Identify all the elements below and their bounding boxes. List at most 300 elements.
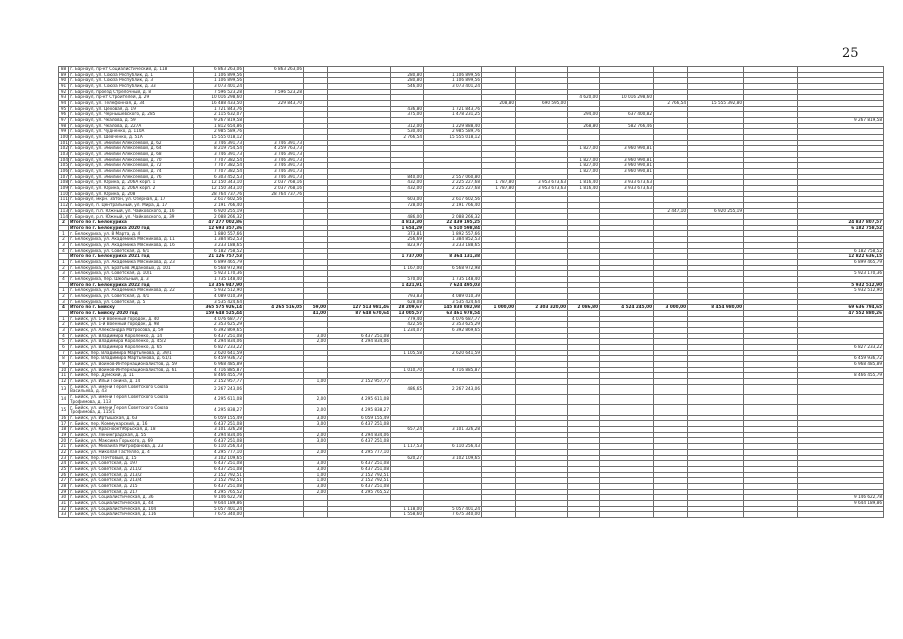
- value-cell: 2 447,10: [654, 208, 688, 214]
- value-cell: 69 636 794,65: [798, 305, 884, 311]
- value-cell: 3 233 188,65: [424, 242, 482, 248]
- address-cell: г. Барнаул, ул. Эмилии Алексеевой, д. 62: [69, 140, 194, 146]
- value-cell: 1 721 843,76: [424, 106, 482, 112]
- value-cell: 280,80: [391, 78, 424, 84]
- value-cell: 1 234,07: [391, 327, 424, 333]
- value-cell: 4 295 838,27: [328, 405, 391, 415]
- total-cost-cell: 4 295 777,10: [194, 449, 244, 455]
- value-cell: 2 152 792,51: [328, 472, 391, 478]
- row-number-cell: 17: [59, 421, 69, 427]
- value-cell: 229 843,70: [244, 101, 304, 107]
- row-number-cell: 94: [59, 101, 69, 107]
- value-cell: 3 933 673,63: [600, 186, 654, 192]
- total-cost-cell: 3 535 424,64: [194, 299, 244, 305]
- value-cell: 3,00: [304, 421, 328, 427]
- value-cell: [654, 384, 688, 394]
- row-number-cell: 1: [59, 259, 69, 265]
- row-number-cell: 25: [59, 466, 69, 472]
- value-cell: [798, 405, 884, 415]
- value-cell: [568, 395, 600, 405]
- row-number-cell: 16: [59, 415, 69, 421]
- value-cell: [482, 512, 516, 518]
- total-cost-cell: 2 620 641,59: [194, 350, 244, 356]
- value-cell: 6 437 251,08: [328, 333, 391, 339]
- address-cell: г. Бийск, пер. Коммунарский, д. 16: [69, 421, 194, 427]
- total-cost-cell: 6 437 251,08: [194, 466, 244, 472]
- address-cell: г. Барнаул, ул. Чернышевского, д. 285: [69, 112, 194, 118]
- value-cell: 486,00: [391, 214, 424, 220]
- value-cell: 657,24: [391, 427, 424, 433]
- row-number-cell: 4: [59, 333, 69, 339]
- value-cell: [688, 384, 744, 394]
- address-cell: г. Бийск, ул. Советская, д. 217: [69, 489, 194, 495]
- row-number-cell: 97: [59, 118, 69, 124]
- value-cell: 3 746 391,73: [244, 152, 304, 158]
- value-cell: 3 101 326,28: [424, 427, 482, 433]
- total-cost-cell: 9 267 819,58: [194, 118, 244, 124]
- value-cell: 6 827 233,22: [798, 344, 884, 350]
- address-cell: г. Бийск, ул. Социалистическая, д. 116: [69, 512, 194, 518]
- value-cell: 28 209,67: [391, 305, 424, 311]
- value-cell: [304, 384, 328, 394]
- total-cost-cell: 16 488 433,50: [194, 101, 244, 107]
- address-cell: г. Белокуриха, ул. 8 Марта, д. 4: [69, 231, 194, 237]
- total-cost-cell: 4 294 834,06: [194, 339, 244, 345]
- value-cell: [516, 395, 568, 405]
- total-cost-cell: 2 985 589,76: [194, 129, 244, 135]
- total-cost-cell: 15 555 018,12: [194, 135, 244, 141]
- value-cell: 1,00: [304, 472, 328, 478]
- total-cost-cell: 6 437 251,08: [194, 333, 244, 339]
- total-cost-cell: 1 812 654,86: [194, 123, 244, 129]
- value-cell: 628,08: [391, 299, 424, 305]
- row-number-cell: 10: [59, 367, 69, 373]
- value-cell: 3 746 391,73: [244, 174, 304, 180]
- value-cell: 7 624 495,03: [424, 282, 482, 288]
- address-cell: г. Бийск, ул. Краснооктябрьская, д. 18: [69, 427, 194, 433]
- value-cell: 3 746 391,73: [244, 169, 304, 175]
- total-cost-cell: 7 707 382,54: [194, 157, 244, 163]
- address-cell: Итого по г. Белокуриха: [69, 220, 194, 226]
- row-number-cell: 4: [59, 248, 69, 254]
- value-cell: 1 892 557,66: [424, 231, 482, 237]
- address-cell: г. Белокуриха, ул. Советская, д. 4/1: [69, 293, 194, 299]
- total-cost-cell: 2 267 243,06: [194, 384, 244, 394]
- value-cell: [516, 405, 568, 415]
- value-cell: 728,00: [391, 203, 424, 209]
- total-cost-cell: 6 437 251,08: [194, 438, 244, 444]
- value-cell: 3 953 673,63: [516, 186, 568, 192]
- address-cell: г. Бийск, ул. Ленинградская, д. 55: [69, 432, 194, 438]
- address-cell: г. Бийск, ул. Михаила Митрофанова, д. 23: [69, 444, 194, 450]
- total-cost-cell: 6 920 255,19: [194, 208, 244, 214]
- row-number-cell: 99: [59, 129, 69, 135]
- total-cost-cell: 2 617 602,56: [194, 197, 244, 203]
- total-cost-cell: 4 295 765,52: [194, 489, 244, 495]
- value-cell: 4 295 765,52: [328, 489, 391, 495]
- value-cell: 2 766,54: [654, 101, 688, 107]
- value-cell: 3,00: [304, 483, 328, 489]
- value-cell: [600, 384, 654, 394]
- address-cell: г. Бийск, пер. Думский, д. 11: [69, 373, 194, 379]
- value-cell: 6 182 758,52: [798, 248, 884, 254]
- row-number-cell: 3: [59, 242, 69, 248]
- value-cell: 1 737,00: [391, 254, 424, 260]
- value-cell: 312,00: [391, 123, 424, 129]
- total-cost-cell: 6 437 251,08: [194, 421, 244, 427]
- row-number-cell: 33: [59, 512, 69, 518]
- value-cell: 6 110 256,43: [424, 444, 482, 450]
- address-cell: г. Бийск, ул. Социалистическая, д. 44: [69, 500, 194, 506]
- row-number-cell: 24: [59, 461, 69, 467]
- row-number-cell: 4: [59, 305, 69, 311]
- value-cell: 145 838 082,98: [424, 305, 482, 311]
- total-cost-cell: 4 294 834,06: [194, 432, 244, 438]
- row-number-cell: 111: [60, 196, 68, 202]
- register-sheet: [58, 66, 883, 626]
- address-cell: г. Барнаул, ул. Телефонная, д. 34: [69, 101, 194, 107]
- value-cell: 6 437 251,08: [328, 438, 391, 444]
- value-cell: 41,00: [304, 310, 328, 316]
- value-cell: 1 787,80: [482, 180, 516, 186]
- value-cell: 570,00: [391, 276, 424, 282]
- value-cell: 294,00: [568, 112, 600, 118]
- total-cost-cell: 9 644 189,86: [194, 500, 244, 506]
- address-cell: г. Бийск, ул. Воинов-Интернационалистов, д. 59: [69, 361, 194, 367]
- value-cell: 15 555 392,80: [688, 101, 744, 107]
- row-number-cell: 98: [59, 123, 69, 129]
- table-row: [59, 512, 884, 518]
- row-number-cell: 18: [59, 427, 69, 433]
- value-cell: [244, 395, 304, 405]
- row-number-cell: 1: [59, 231, 69, 237]
- value-cell: 5 057 401,24: [424, 506, 482, 512]
- value-cell: 2 086,80: [568, 305, 600, 311]
- row-number-cell: 1: [59, 316, 69, 322]
- row-number-cell: 2: [59, 322, 69, 328]
- address-cell: Итого по г. Белокуриха 2022 год: [69, 282, 194, 288]
- row-number-cell: 3: [59, 327, 69, 333]
- value-cell: 3 953 673,63: [516, 180, 568, 186]
- total-cost-cell: 2 353 625,29: [194, 322, 244, 328]
- value-cell: 3 960 990,81: [600, 157, 654, 163]
- value-cell: 3 073 401,24: [424, 84, 482, 90]
- total-cost-cell: 6 059 155,49: [194, 415, 244, 421]
- address-cell: г. Белокуриха, ул. Братьев Ждановых, д. 101: [69, 265, 194, 271]
- value-cell: 2 152 792,51: [328, 478, 391, 484]
- total-cost-cell: 3 102 109,65: [194, 455, 244, 461]
- value-cell: 5 932 512,90: [798, 282, 884, 288]
- row-number-cell: 100: [60, 134, 68, 140]
- value-cell: 4 716 885,87: [424, 367, 482, 373]
- value-cell: 3 746 391,73: [244, 140, 304, 146]
- value-cell: [244, 512, 304, 518]
- row-number-cell: 106: [60, 168, 68, 174]
- address-cell: г. Бийск, ул. Владимира Короленко, д. 65: [69, 344, 194, 350]
- row-number-cell: 5: [59, 339, 69, 345]
- value-cell: 1 421,91: [391, 282, 424, 288]
- capital-repair-register-table: [58, 66, 884, 518]
- address-cell: г. Барнаул, р.п. Южный, ул. Чайковского, д. 39: [69, 214, 194, 220]
- address-cell: Итого по г. Белокуриха 2021 год: [69, 254, 194, 260]
- value-cell: 268,80: [568, 123, 600, 129]
- address-cell: г. Бийск, ул. Советская, д. 197: [69, 461, 194, 467]
- value-cell: 486,65: [391, 384, 424, 394]
- address-cell: г. Белокуриха, пер. Школьный, д. 3: [69, 276, 194, 282]
- row-number-cell: 8: [59, 356, 69, 362]
- value-cell: 6 920 255,19: [688, 208, 744, 214]
- address-cell: г. Барнаул, ул. Эмилии Алексеевой, д. 68: [69, 152, 194, 158]
- row-number-cell: 28: [59, 483, 69, 489]
- value-cell: 47 552 880,26: [798, 310, 884, 316]
- address-cell: г. Бийск, ул. Социалистическая, д. 36: [69, 495, 194, 501]
- value-cell: [798, 395, 884, 405]
- address-cell: г. Барнаул, проезд Стрелочный, д. 8: [69, 89, 194, 95]
- address-cell: г. Бийск, пер. Владимира Мартьянова, д. 39/1: [69, 350, 194, 356]
- row-number-cell: 96: [59, 112, 69, 118]
- register-rows: [59, 67, 884, 518]
- address-cell: г. Барнаул, ул. Эмилии Алексеевой, д. 72: [69, 163, 194, 169]
- value-cell: 2 303 320,00: [516, 305, 568, 311]
- address-cell: г. Бийск, ул. Советская, д. 213/4: [69, 478, 194, 484]
- address-cell: г. Барнаул, ул. Чкалова, д. 227А: [69, 123, 194, 129]
- value-cell: 1 787,80: [482, 186, 516, 192]
- address-cell: г. Бийск, ул. Владимира Короленко, д. 14: [69, 333, 194, 339]
- value-cell: 4 089 010,39: [424, 293, 482, 299]
- address-cell: г. Бийск, ул. Воинов-Интернационалистов, д. 61: [69, 367, 194, 373]
- value-cell: 5 932 512,90: [798, 288, 884, 294]
- value-cell: 5 923 170,36: [798, 271, 884, 277]
- value-cell: 6 863 263,06: [244, 67, 304, 73]
- row-number-cell: 15: [59, 405, 69, 415]
- value-cell: 6 459 936,72: [798, 356, 884, 362]
- address-cell: г. Барнаул, ул. Эмилии Алексеевой, д. 76: [69, 174, 194, 180]
- value-cell: 280,80: [391, 72, 424, 78]
- value-cell: 1 384 852,53: [424, 237, 482, 243]
- address-cell: г. Бийск, ул. Ильи Гонина, д. 14: [69, 378, 194, 384]
- value-cell: 2 037 768,16: [244, 186, 304, 192]
- total-cost-cell: 2 088 266,32: [194, 214, 244, 220]
- value-cell: 2,00: [304, 489, 328, 495]
- address-cell: г. Барнаул, пр-кт Социалистический, д. 118: [69, 67, 194, 73]
- total-cost-cell: 5 057 401,24: [194, 506, 244, 512]
- total-cost-cell: 2 152 792,51: [194, 472, 244, 478]
- value-cell: 6 568 972,98: [424, 265, 482, 271]
- row-number-cell: 91: [59, 84, 69, 90]
- value-cell: 6 392 869,65: [424, 327, 482, 333]
- row-number-cell: 27: [59, 478, 69, 484]
- value-cell: [600, 405, 654, 415]
- value-cell: 87 648 670,64: [328, 310, 391, 316]
- value-cell: 7 596 523,28: [244, 89, 304, 95]
- value-cell: [424, 395, 482, 405]
- value-cell: 3 000,00: [654, 305, 688, 311]
- address-cell: Итого по г. Бийску: [69, 305, 194, 311]
- address-cell: г. Белокуриха, ул. Академика Мясникова, д. 11: [69, 237, 194, 243]
- value-cell: 8 466 455,79: [798, 373, 884, 379]
- value-cell: 24 837 807,57: [798, 220, 884, 226]
- value-cell: 1 654,29: [391, 225, 424, 231]
- value-cell: [568, 384, 600, 394]
- value-cell: [744, 512, 798, 518]
- total-cost-cell: 6 437 251,08: [194, 461, 244, 467]
- value-cell: 15 555 018,12: [424, 135, 482, 141]
- value-cell: 1,00: [304, 378, 328, 384]
- total-cost-cell: 6 303 452,53: [194, 174, 244, 180]
- value-cell: 2,00: [304, 395, 328, 405]
- value-cell: 373,81: [391, 231, 424, 237]
- value-cell: 1 106 899,56: [424, 78, 482, 84]
- address-cell: г. Бийск, ул. имени Героя Советского Союза Трофимова, д. 115/1: [69, 405, 194, 415]
- total-cost-cell: 6 863 263,06: [194, 67, 244, 73]
- value-cell: 6 437 251,08: [328, 483, 391, 489]
- total-cost-cell: 4 716 885,87: [194, 367, 244, 373]
- row-number-cell: 19: [59, 432, 69, 438]
- value-cell: 28 764 737,76: [244, 191, 304, 197]
- value-cell: 1 816,40: [568, 180, 600, 186]
- total-cost-cell: 2 191 766,40: [194, 203, 244, 209]
- row-number-cell: 3: [59, 299, 69, 305]
- value-cell: 840,00: [391, 174, 424, 180]
- address-cell: г. Барнаул, ул. Шевченко, д. 51А: [69, 135, 194, 141]
- total-cost-cell: 4 295 611,08: [194, 395, 244, 405]
- value-cell: [654, 405, 688, 415]
- total-cost-cell: 1 106 899,56: [194, 78, 244, 84]
- value-cell: 375,00: [391, 112, 424, 118]
- total-cost-cell: 4 089 010,39: [194, 293, 244, 299]
- value-cell: 10 016 298,60: [600, 95, 654, 101]
- address-cell: Итого по г. Бийску 2020 год: [69, 310, 194, 316]
- value-cell: 9 267 819,58: [798, 118, 884, 124]
- value-cell: 6 059 155,49: [328, 415, 391, 421]
- row-number-cell: 95: [59, 106, 69, 112]
- value-cell: [568, 512, 600, 518]
- value-cell: [328, 512, 391, 518]
- value-cell: [654, 395, 688, 405]
- value-cell: [744, 384, 798, 394]
- value-cell: 9 146 622,78: [798, 495, 884, 501]
- total-cost-cell: 6 437 251,08: [194, 483, 244, 489]
- value-cell: [391, 395, 424, 405]
- address-cell: г. Барнаул, ул. Юрина, д. 208: [69, 191, 194, 197]
- value-cell: 1 558,60: [391, 512, 424, 518]
- value-cell: 1 478 231,25: [424, 112, 482, 118]
- total-cost-cell: 1 384 852,53: [194, 237, 244, 243]
- value-cell: 4 295 611,08: [328, 395, 391, 405]
- table-row: [59, 405, 884, 415]
- total-cost-cell: 8 219 754,54: [194, 146, 244, 152]
- value-cell: 3 746 391,73: [244, 157, 304, 163]
- row-number-cell: 2: [59, 265, 69, 271]
- value-cell: [688, 395, 744, 405]
- total-cost-cell: 6 392 869,65: [194, 327, 244, 333]
- value-cell: 2 152 957,77: [328, 378, 391, 384]
- row-number-cell: 105: [60, 162, 68, 168]
- address-cell: г. Барнаул, п. Центральный, ул. Мира, д. 17: [69, 203, 194, 209]
- value-cell: 1 118,00: [391, 506, 424, 512]
- value-cell: 22 439 195,25: [424, 220, 482, 226]
- total-cost-cell: 12 150 343,10: [194, 180, 244, 186]
- address-cell: г. Бийск, ул. Николая Гастелло, д. 4: [69, 449, 194, 455]
- value-cell: 2,00: [304, 449, 328, 455]
- total-cost-cell: 5 923 170,36: [194, 271, 244, 277]
- value-cell: 1,00: [304, 478, 328, 484]
- value-cell: [516, 384, 568, 394]
- table-row: [59, 395, 884, 405]
- value-cell: 2 191 766,40: [424, 203, 482, 209]
- row-number-cell: 104: [60, 157, 68, 162]
- address-cell: г. Белокуриха, ул. Академика Мясникова, д. 23: [69, 259, 194, 265]
- value-cell: [600, 512, 654, 518]
- row-number-cell: 14: [59, 395, 69, 405]
- total-cost-cell: 12 150 343,10: [194, 186, 244, 192]
- address-cell: г. Барнаул, ул. Эмилии Алексеевой, д. 70: [69, 157, 194, 163]
- value-cell: 8 364 131,38: [424, 254, 482, 260]
- row-number-cell: 23: [59, 455, 69, 461]
- total-cost-cell: 1 735 148,40: [194, 276, 244, 282]
- value-cell: 432,00: [391, 186, 424, 192]
- total-cost-cell: 4 076 687,77: [194, 316, 244, 322]
- total-cost-cell: 8 466 455,79: [194, 373, 244, 379]
- row-number-cell: 7: [59, 350, 69, 356]
- total-cost-cell: 3 746 391,73: [194, 140, 244, 146]
- total-cost-cell: 28 764 737,76: [194, 191, 244, 197]
- value-cell: 3,00: [304, 461, 328, 467]
- value-cell: 4 294 834,06: [328, 432, 391, 438]
- total-cost-cell: 4 295 838,27: [194, 405, 244, 415]
- value-cell: 63 461 978,54: [424, 310, 482, 316]
- value-cell: 4 813,30: [391, 220, 424, 226]
- value-cell: 256,69: [391, 237, 424, 243]
- value-cell: 530,40: [391, 129, 424, 135]
- row-number-cell: 88: [59, 67, 69, 73]
- table-row: [59, 384, 884, 394]
- value-cell: [744, 395, 798, 405]
- value-cell: 546,00: [391, 84, 424, 90]
- address-cell: г. Барнаул, ул. Чудненко, д. 110А: [69, 129, 194, 135]
- total-cost-cell: 7 596 523,28: [194, 89, 244, 95]
- address-cell: г. Белокуриха, ул. Советская, д. 6/1: [69, 248, 194, 254]
- value-cell: 4 294 834,06: [328, 339, 391, 345]
- value-cell: 3 102 109,65: [424, 455, 482, 461]
- value-cell: 3,00: [304, 438, 328, 444]
- value-cell: 422,56: [391, 322, 424, 328]
- row-number-cell: 29: [59, 489, 69, 495]
- row-number-cell: 4: [59, 276, 69, 282]
- row-number-cell: 3: [59, 271, 69, 277]
- address-cell: г. Барнаул, ул. Эмилии Алексеевой, д. 64: [69, 146, 194, 152]
- address-cell: Итого по г. Белокуриха 2020 год: [69, 225, 194, 231]
- value-cell: [482, 384, 516, 394]
- page-number: 25: [842, 46, 859, 61]
- value-cell: [482, 405, 516, 415]
- value-cell: 823,97: [391, 242, 424, 248]
- address-cell: г. Барнаул, мкрн. Затон, ул. Озерная, д. 17: [69, 197, 194, 203]
- row-number-cell: 113: [60, 208, 68, 213]
- address-cell: г. Бийск, ул. имени Героя Советского Союза Васильева, д. 43: [69, 384, 194, 394]
- value-cell: 2 225 227,68: [424, 180, 482, 186]
- row-number-cell: 114: [60, 213, 68, 219]
- address-cell: г. Бийск, пер. Владимира Мартьянова, д. 61/1: [69, 356, 194, 362]
- address-cell: г. Барнаул, пр-кт Строителей, д. 29: [69, 95, 194, 101]
- value-cell: 1 827,00: [568, 146, 600, 152]
- address-cell: г. Барнаул, ул. Цеховая, д. 19: [69, 106, 194, 112]
- value-cell: 1 106 899,56: [424, 72, 482, 78]
- value-cell: 1 105,58: [391, 350, 424, 356]
- row-number-cell: 26: [59, 472, 69, 478]
- value-cell: 3 746 391,73: [244, 163, 304, 169]
- value-cell: [424, 405, 482, 415]
